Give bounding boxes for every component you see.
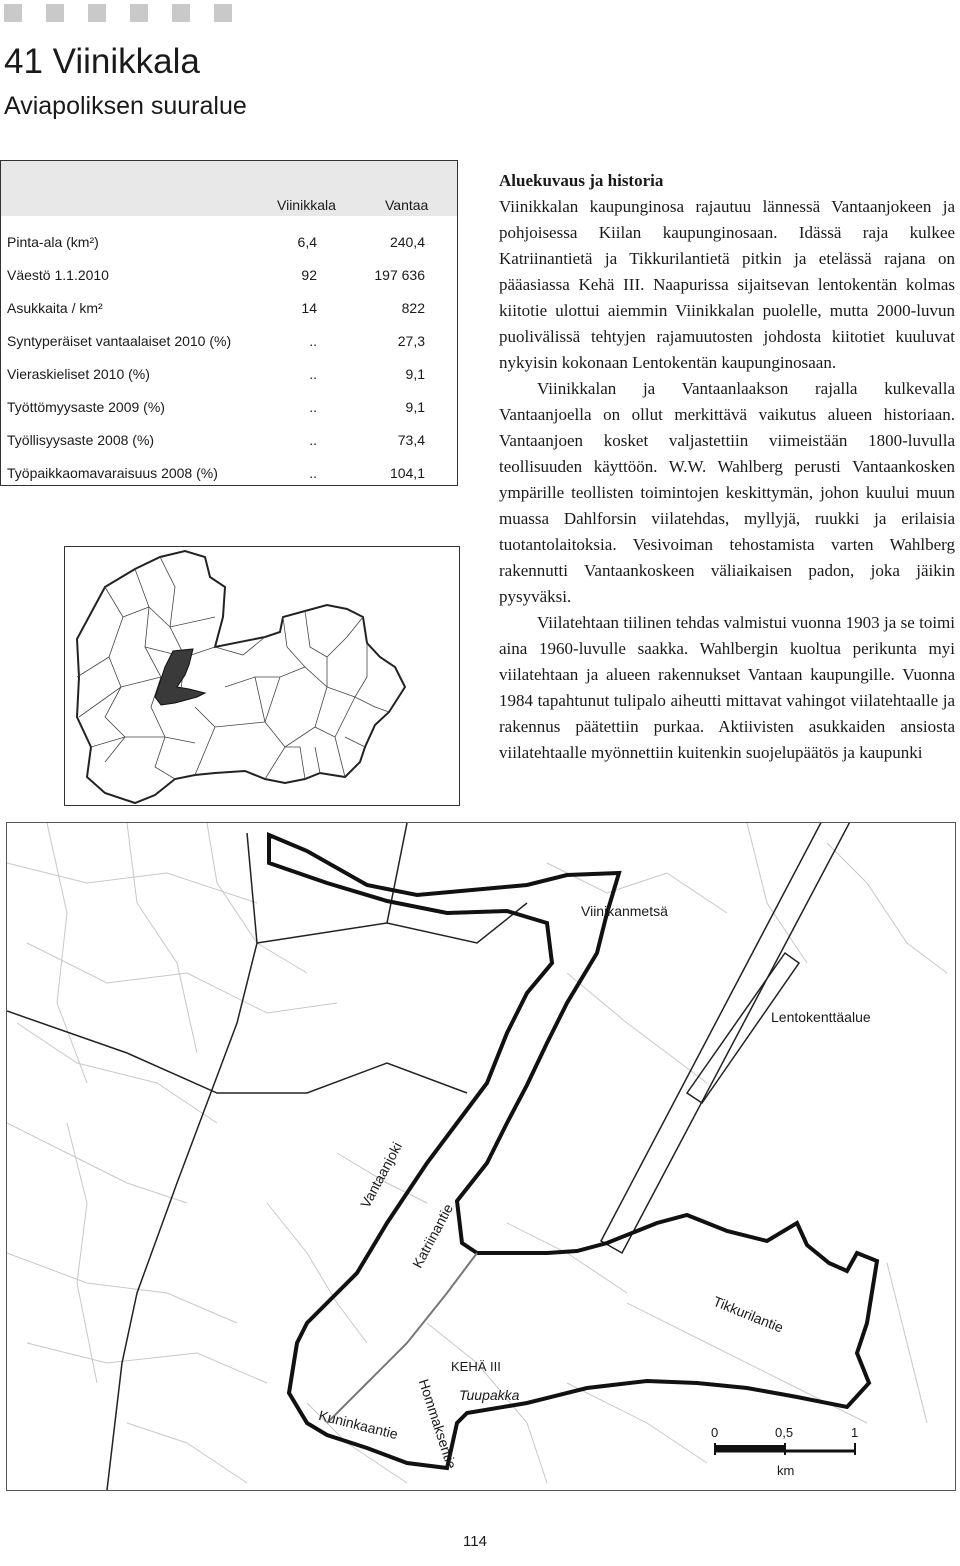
scale-tick-label: 0	[711, 1425, 719, 1440]
vantaa-outline	[77, 551, 405, 803]
vantaa-district-map	[65, 547, 459, 805]
row-label: Väestö 1.1.2010	[7, 267, 109, 283]
street-network	[7, 823, 947, 1483]
row-label: Työllisyysaste 2008 (%)	[7, 432, 155, 448]
table-row	[1, 465, 457, 485]
header-decor-square	[214, 4, 232, 22]
vantaa-value: 9,1	[405, 366, 425, 382]
table-row	[1, 300, 457, 320]
table-row	[1, 267, 457, 287]
statistics-table	[0, 160, 458, 486]
label-lentokenttaalue: Lentokenttäalue	[771, 1009, 871, 1025]
table-row	[1, 333, 457, 353]
header-decor-square	[46, 4, 64, 22]
viinikkala-value: 14	[301, 300, 317, 316]
viinikkala-value: 92	[301, 267, 317, 283]
scale-bar	[715, 1443, 855, 1455]
label-katriinantie: Katriinantie	[409, 1201, 457, 1271]
row-label: Syntyperäiset vantaalaiset 2010 (%)	[7, 333, 232, 349]
table-header	[1, 161, 457, 216]
table-row	[1, 366, 457, 386]
row-label: Työttömyysaste 2009 (%)	[7, 399, 165, 415]
label-viinikanmetsa: Viinikanmetsä	[581, 903, 668, 919]
viinikkala-value: ..	[309, 399, 317, 415]
district-boundaries	[7, 823, 527, 1490]
page-title: 41 Viinikkala	[4, 42, 200, 81]
area-map	[6, 822, 956, 1491]
page-subtitle: Aviapoliksen suuralue	[4, 92, 247, 120]
page-number: 114	[463, 1533, 487, 1550]
column-header: Viinikkala	[277, 197, 336, 213]
row-label: Asukkaita / km²	[7, 300, 103, 316]
row-label: Vieraskieliset 2010 (%)	[7, 366, 150, 382]
viinikkala-boundary	[269, 835, 877, 1468]
viinikkala-value: ..	[309, 333, 317, 349]
label-keha-iii: KEHÄ III	[451, 1359, 501, 1374]
label-tikkurilantie: Tikkurilantie	[711, 1293, 786, 1336]
section-heading: Aluekuvaus ja historia	[499, 171, 664, 190]
vantaa-value: 197 636	[374, 267, 425, 283]
row-label: Pinta-ala (km²)	[7, 234, 99, 250]
scale-unit: km	[777, 1463, 795, 1478]
vantaa-value: 822	[401, 300, 425, 316]
vantaa-value: 73,4	[397, 432, 425, 448]
header-decor-square	[4, 4, 22, 22]
header-decor-square	[130, 4, 148, 22]
table-row	[1, 399, 457, 419]
viinikkala-value: ..	[309, 432, 317, 448]
paragraph: Viinikkalan ja Vantaanlaakson rajalla kulkevalla Vantaanjoella on ollut merkittävä vaikutus alueen historiaan. Vantaanjoen kosket valjastettiin viimeistään 1800-luvulla teollisuuden käyttöön. W.W. Wahlberg perusti Vantaankosken ympärille teollisten toimintojen keskittymän, johon kuului muun muassa Dahlforsin viilatehdas, myllyjä, ruukki ja erilaisia tuotantolaitoksia. Vesivoiman tehostamista varten Wahlberg rakennutti Vantaankoskeen väliaikaisen padon, joka jäikin pysyväksi.	[499, 379, 955, 606]
viinikkala-value: 6,4	[297, 234, 317, 250]
label-hommaksentie: Hommaksentie	[415, 1377, 460, 1471]
vantaa-value: 104,1	[389, 465, 425, 481]
vantaa-value: 9,1	[405, 399, 425, 415]
paragraph: Viilatehtaan tiilinen tehdas valmistui vuonna 1903 ja se toimi aina 1960-luvulle saakka. Wahlbergin kuoltua perikunta myi viilatehtaan ja alueen rakennukset Vantaan kaupungille. Vuonna 1984 tapahtunut tulipalo aiheutti mittavat vahingot viilatehtaalle ja rakennus päätettiin purkaa. Aktiivisten asukkaiden ansiosta viilatehtaalle myönnettiin kuitenkin suojelupäätös ja kaupunki	[499, 613, 955, 762]
vantaa-value: 27,3	[397, 333, 425, 349]
header-decor-square	[172, 4, 190, 22]
row-label: Työpaikkaomavaraisuus 2008 (%)	[7, 465, 218, 481]
scale-tick-label: 0,5	[775, 1425, 794, 1440]
label-vantaanjoki: Vantaanjoki	[357, 1139, 405, 1211]
header-decor-square	[88, 4, 106, 22]
label-kuninkaantie: Kuninkaantie	[317, 1407, 400, 1443]
viinikkala-value: ..	[309, 465, 317, 481]
label-tuupakka: Tuupakka	[459, 1387, 520, 1403]
column-header: Vantaa	[385, 197, 429, 213]
locator-map	[64, 546, 460, 806]
paragraph: Viinikkalan kaupunginosa rajautuu lännessä Vantaanjokeen ja pohjoisessa Kiilan kaupunginosaan. Idässä raja kulkee Katriinantietä ja Tikkurilantietä pitkin ja etelässä rajana on pääasiassa Kehä III. Naapurissa sijaitsevan lentokentän kolmas kiitotie ulottui aiemmin Viinikkalan puolelle, mutta 2000-luvun puolivälissä tehtyjen rajamuutosten johdosta kiitotiet kuuluvat nykyisin kokonaan Lentokentän kaupunginosaan.	[499, 197, 955, 372]
article	[499, 168, 955, 766]
vantaa-value: 240,4	[389, 234, 425, 250]
table-row	[1, 234, 457, 254]
viinikkala-value: ..	[309, 366, 317, 382]
scale-tick-label: 1	[851, 1425, 859, 1440]
table-row	[1, 432, 457, 452]
